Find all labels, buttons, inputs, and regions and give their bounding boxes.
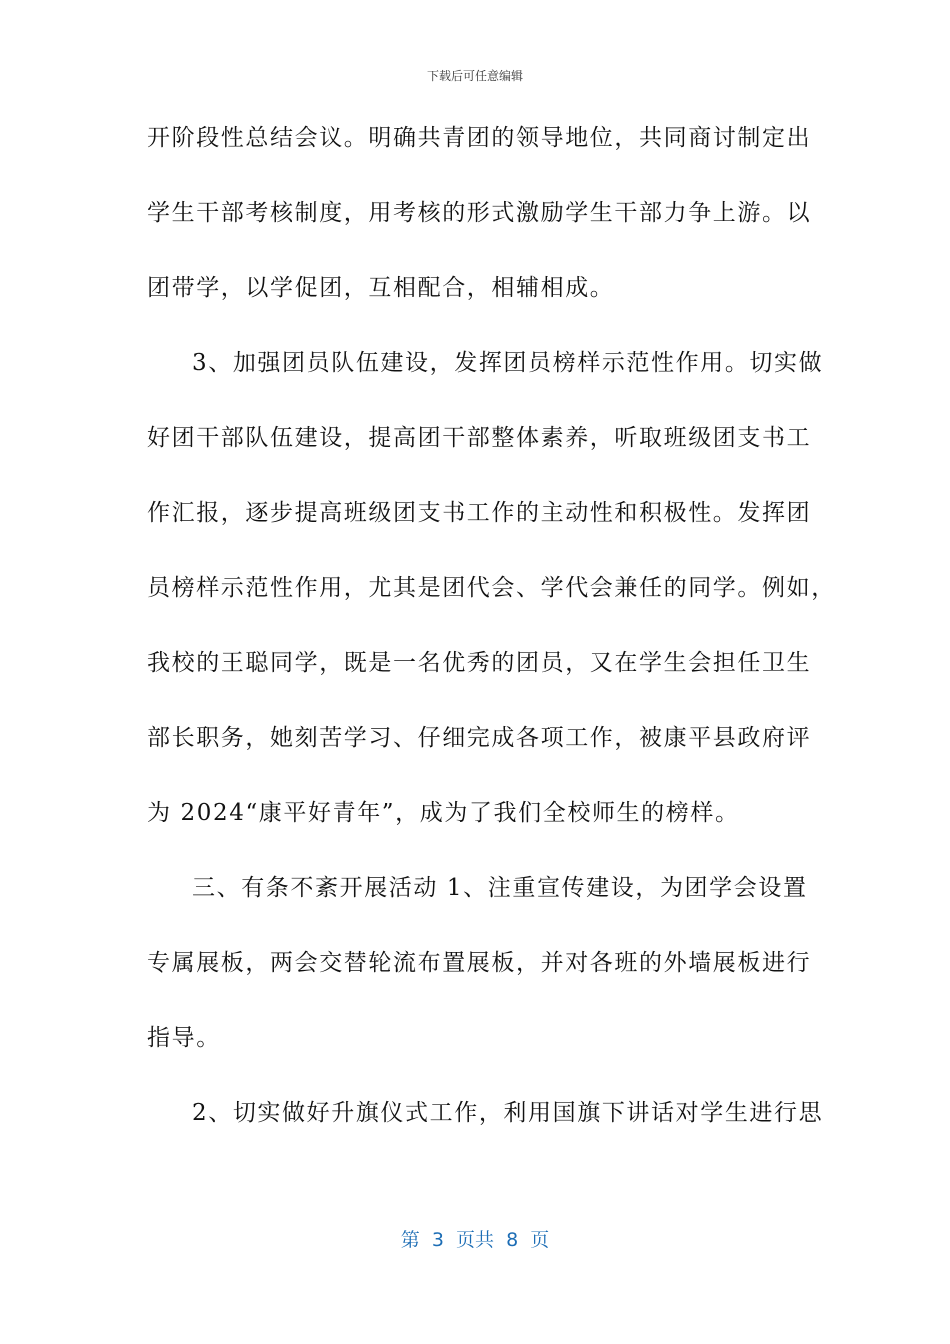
text-line: 指导。: [147, 1025, 221, 1051]
text-line: 2、切实做好升旗仪式工作，利用国旗下讲话对学生进行思: [192, 1100, 824, 1126]
text-line: 我校的王聪同学，既是一名优秀的团员，又在学生会担任卫生: [147, 650, 812, 676]
text-line: 学生干部考核制度，用考核的形式激励学生干部力争上游。以: [147, 200, 812, 226]
text-line: 作汇报，逐步提高班级团支书工作的主动性和积极性。发挥团: [147, 500, 812, 526]
text-line: 三、有条不紊开展活动 1、注重宣传建设，为团学会设置: [192, 875, 808, 901]
text-line: 开阶段性总结会议。明确共青团的领导地位，共同商讨制定出: [147, 125, 812, 151]
text-line: 为 2024“康平好青年”，成为了我们全校师生的榜样。: [147, 800, 740, 826]
download-note: 下载后可任意编辑: [426, 69, 523, 83]
text-line: 部长职务，她刻苦学习、仔细完成各项工作，被康平县政府评: [147, 725, 812, 751]
text-line: 3、加强团员队伍建设，发挥团员榜样示范性作用。切实做: [192, 350, 824, 376]
text-line: 好团干部队伍建设，提高团干部整体素养，听取班级团支书工: [147, 425, 812, 451]
text-line: 员榜样示范性作用，尤其是团代会、学代会兼任的同学。例如，: [147, 575, 836, 601]
page-number: 第 3 页共 8 页: [400, 1229, 550, 1251]
text-line: 专属展板，两会交替轮流布置展板，并对各班的外墙展板进行: [147, 950, 812, 976]
text-line: 团带学，以学促团，互相配合，相辅相成。: [147, 275, 615, 301]
